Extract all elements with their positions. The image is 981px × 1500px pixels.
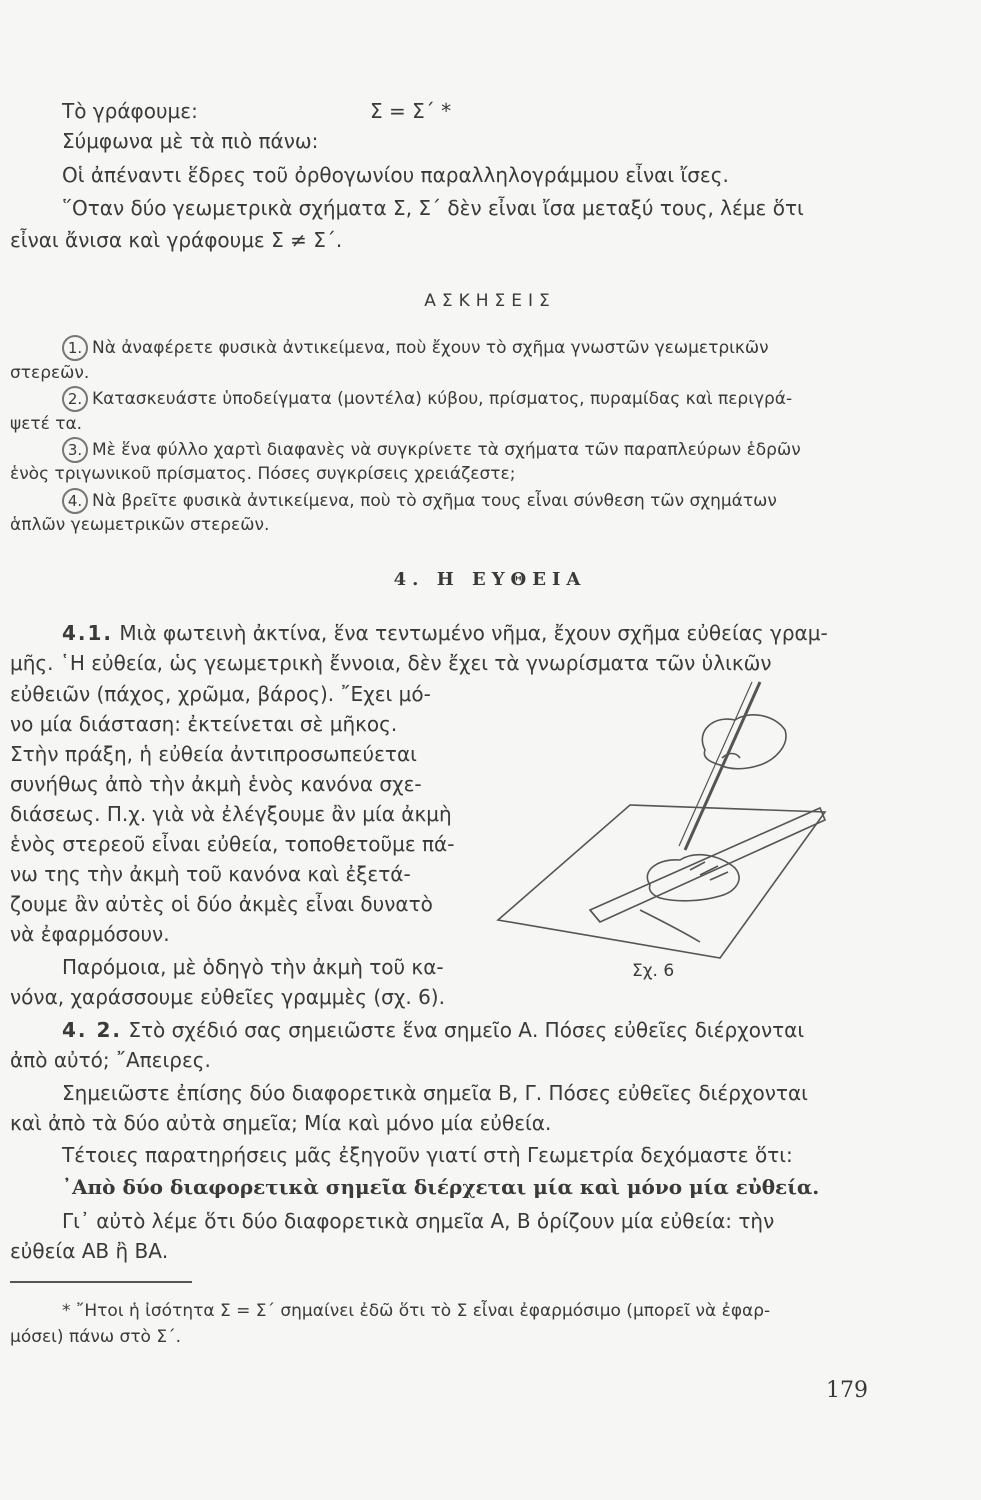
exercise-number-circle: 3. [62, 437, 88, 463]
p41-line-3: εὐθειῶν (πάχος, χρῶμα, βάρος). ῎Εχει μό- [10, 682, 431, 706]
p42-line-7: εὐθεία ΑΒ ἢ ΒΑ. [10, 1239, 169, 1263]
p42-number: 4. 2. [62, 1018, 122, 1042]
p42-line-1 [62, 1015, 804, 1045]
exercise-3-line-a [62, 437, 801, 463]
intro-line-3: Οἱ ἀπέναντι ἕδρες τοῦ ὀρθογωνίου παραλληλογράμμου εἶναι ἴσες. [62, 163, 729, 187]
footnote-line-2: μόσει) πάνω στὸ Σ΄. [10, 1327, 182, 1347]
exercise-number-circle: 4. [62, 488, 88, 514]
p41-number: 4.1. [62, 621, 114, 645]
p41-line-1 [62, 618, 828, 648]
p41-text: Μιὰ φωτεινὴ ἀκτίνα, ἕνα τεντωμένο νῆμα, ἔχουν σχῆμα εὐθείας γραμ- [119, 621, 828, 645]
exercise-text: Μὲ ἕνα φύλλο χαρτὶ διαφανὲς νὰ συγκρίνετε τὰ σχήματα τῶν παραπλεύρων ἑδρῶν [92, 440, 801, 460]
exercise-text: Νὰ βρεῖτε φυσικὰ ἀντικείμενα, ποὺ τὸ σχῆμα τους εἶναι σύνθεση τῶν σχημάτων [92, 491, 777, 511]
intro-line-4: ῞Οταν δύο γεωμετρικὰ σχήματα Σ, Σ΄ δὲν εἶναι ἴσα μεταξύ τους, λέμε ὅτι [62, 196, 804, 220]
exercise-1-line-a [62, 335, 769, 361]
intro-line-2: Σύμφωνα μὲ τὰ πιὸ πάνω: [62, 129, 319, 153]
p42-line-4: καὶ ἀπὸ τὰ δύο αὐτὰ σημεῖα; Μία καὶ μόνο μία εὐθεία. [10, 1111, 552, 1135]
exercise-number-circle: 2. [62, 386, 88, 412]
p42-line-3: Σημειῶστε ἐπίσης δύο διαφορετικὰ σημεῖα Β, Γ. Πόσες εὐθεῖες διέρχονται [62, 1081, 808, 1105]
exercise-2-line-b: ψετέ τα. [10, 414, 83, 434]
p41-line-6: συνήθως ἀπὸ τὴν ἀκμὴ ἑνὸς κανόνα σχε- [10, 772, 422, 796]
intro-line-1a: Τὸ γράφουμε: [62, 99, 198, 123]
p41-line-8: ἑνὸς στερεοῦ εἶναι εὐθεία, τοποθετοῦμε πά- [10, 832, 455, 856]
p41-line-11: νὰ ἐφαρμόσουν. [10, 922, 170, 946]
figure-ruler-drawing [490, 670, 870, 980]
footnote-line-1: * ῎Ητοι ἡ ἰσότητα Σ = Σ΄ σημαίνει ἐδῶ ὅτι τὸ Σ εἶναι ἐφαρμόσιμο (μπορεῖ νὰ ἐφαρ- [62, 1301, 771, 1321]
exercise-text: Νὰ ἀναφέρετε φυσικὰ ἀντικείμενα, ποὺ ἔχουν τὸ σχῆμα γνωστῶν γεωμετρικῶν [92, 338, 769, 358]
exercise-4-line-a [62, 488, 777, 514]
p41-line-2: μῆς. ῾Η εὐθεία, ὡς γεωμετρικὴ ἔννοια, δὲν ἔχει τὰ γνωρίσματα τῶν ὑλικῶν [10, 651, 772, 675]
axiom-statement: ᾿Απὸ δύο διαφορετικὰ σημεῖα διέρχεται μία καὶ μόνο μία εὐθεία. [62, 1175, 820, 1199]
exercises-heading: ΑΣΚΗΣΕΙΣ [424, 291, 556, 311]
footnote-rule [10, 1281, 192, 1283]
figure-caption: Σχ. 6 [632, 961, 675, 981]
p41-line-7: διάσεως. Π.χ. γιὰ νὰ ἐλέγξουμε ἂν μία ἀκμὴ [10, 802, 452, 826]
exercise-2-line-a [62, 386, 792, 412]
intro-line-1b: Σ = Σ΄ * [370, 99, 452, 123]
p42-line-6: Γι᾿ αὐτὸ λέμε ὅτι δύο διαφορετικὰ σημεῖα Α, Β ὁρίζουν μία εὐθεία: τὴν [62, 1209, 775, 1233]
exercise-text: Κατασκευάστε ὑποδείγματα (μοντέλα) κύβου, πρίσματος, πυραμίδας καὶ περιγρά- [92, 389, 793, 409]
exercise-3-line-b: ἑνὸς τριγωνικοῦ πρίσματος. Πόσες συγκρίσεις χρειάζεστε; [10, 464, 516, 484]
p41-line-9: νω της τὴν ἀκμὴ τοῦ κανόνα καὶ ἐξετά- [10, 862, 411, 886]
p42-text: Στὸ σχέδιό σας σημειῶστε ἕνα σημεῖο Α. Πόσες εὐθεῖες διέρχονται [128, 1018, 805, 1042]
p42-line-2: ἀπὸ αὐτό; ῎Απειρες. [10, 1048, 211, 1072]
p41-line-12: Παρόμοια, μὲ ὁδηγὸ τὴν ἀκμὴ τοῦ κα- [62, 955, 444, 979]
p41-line-13: νόνα, χαράσσουμε εὐθεῖες γραμμὲς (σχ. 6). [10, 985, 445, 1009]
p41-line-5: Στὴν πράξη, ἡ εὐθεία ἀντιπροσωπεύεται [10, 742, 417, 766]
exercise-4-line-b: ἁπλῶν γεωμετρικῶν στερεῶν. [10, 515, 270, 535]
p41-line-10: ζουμε ἂν αὐτὲς οἱ δύο ἀκμὲς εἶναι δυνατὸ [10, 892, 433, 916]
exercise-number-circle: 1. [62, 335, 88, 361]
intro-line-5: εἶναι ἄνισα καὶ γράφουμε Σ ≠ Σ΄. [10, 228, 343, 252]
page-number: 179 [826, 1378, 868, 1403]
exercise-1-line-b: στερεῶν. [10, 363, 90, 383]
p42-line-5: Τέτοιες παρατηρήσεις μᾶς ἐξηγοῦν γιατί στὴ Γεωμετρία δεχόμαστε ὅτι: [62, 1143, 793, 1167]
p41-line-4: νο μία διάσταση: ἐκτείνεται σὲ μῆκος. [10, 712, 398, 736]
section-title: 4. Η ΕΥΘΕΙΑ [393, 569, 587, 590]
